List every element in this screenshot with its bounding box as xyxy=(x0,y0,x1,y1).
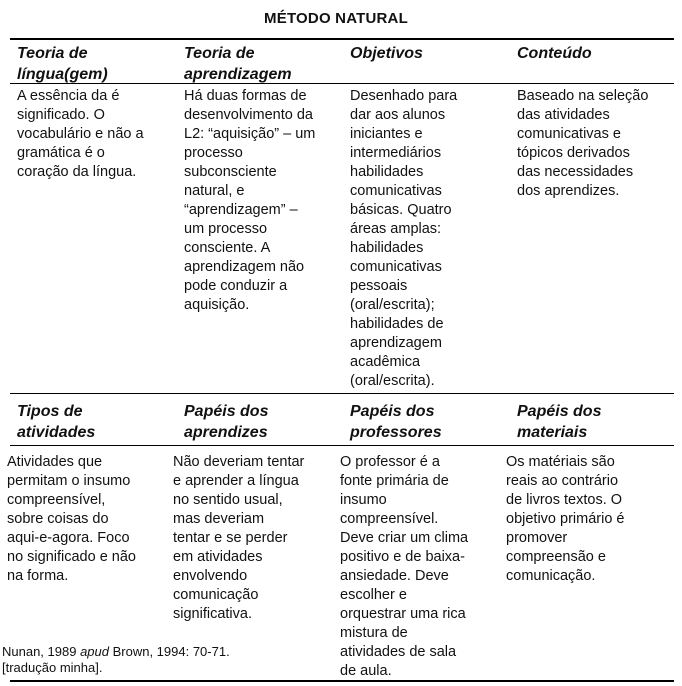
header-rule-1 xyxy=(10,83,674,84)
footnote-translation-note: [tradução minha]. xyxy=(2,660,103,675)
footnote-apud: apud xyxy=(80,644,109,659)
header-teoria-aprendizagem: Teoria de aprendizagem xyxy=(184,45,292,83)
header-teoria-lingua: Teoria de língua(gem) xyxy=(17,45,108,83)
header-papeis-materiais: Papéis dos materiais xyxy=(517,403,602,441)
header-papeis-aprendizes: Papéis dos aprendizes xyxy=(184,403,269,441)
page-title: MÉTODO NATURAL xyxy=(264,10,408,27)
footnote-citation xyxy=(2,644,230,660)
header-conteudo: Conteúdo xyxy=(517,45,592,62)
header-objetivos: Objetivos xyxy=(350,45,423,62)
cell-teoria-aprendizagem: Há duas formas de desenvolvimento da L2: “aquisição” – um processo subconsciente natural, e “aprendizagem” – um processo consciente. A aprendizagem não pode conduzir a aquisição. xyxy=(184,88,316,313)
cell-papeis-aprendizes: Não deveriam tentar e aprender a língua no sentido usual, mas deveriam tentar e se perder em atividades envolvendo comunicação significativa. xyxy=(173,454,305,622)
cell-papeis-materiais: Os matériais são reais ao contrário de livros textos. O objetivo primário é promover compreensão e comunicação. xyxy=(506,454,625,584)
cell-tipos-atividades: Atividades que permitam o insumo compreensível, sobre coisas do aqui-e-agora. Foco no significado e não na forma. xyxy=(7,454,136,584)
header-rule-2 xyxy=(10,445,674,446)
cell-papeis-professores: O professor é a fonte primária de insumo compreensível. Deve criar um clima positivo e de baixa- ansiedade. Deve escolher e orquestrar uma rica mistura de atividades de sala de aula. xyxy=(340,454,469,679)
cell-objetivos: Desenhado para dar aos alunos iniciantes e intermediários habilidades comunicativas básicas. Quatro áreas amplas: habilidades comunicativas pessoais (oral/escrita); habilidades de aprendizagem acadêmica (oral/escrita). xyxy=(350,88,458,389)
footnote-source: Brown, 1994: 70-71. xyxy=(109,644,230,659)
cell-teoria-lingua: A essência da é significado. O vocabulário e não a gramática é o coração da língua. xyxy=(17,88,144,180)
footnote-author: Nunan, 1989 xyxy=(2,644,81,659)
header-tipos-atividades: Tipos de atividades xyxy=(17,403,96,441)
header-papeis-professores: Papéis dos professores xyxy=(350,403,442,441)
cell-conteudo: Baseado na seleção das atividades comunicativas e tópicos derivados das necessidades dos aprendizes. xyxy=(517,88,649,199)
section-rule xyxy=(10,393,674,394)
top-rule xyxy=(10,38,674,40)
